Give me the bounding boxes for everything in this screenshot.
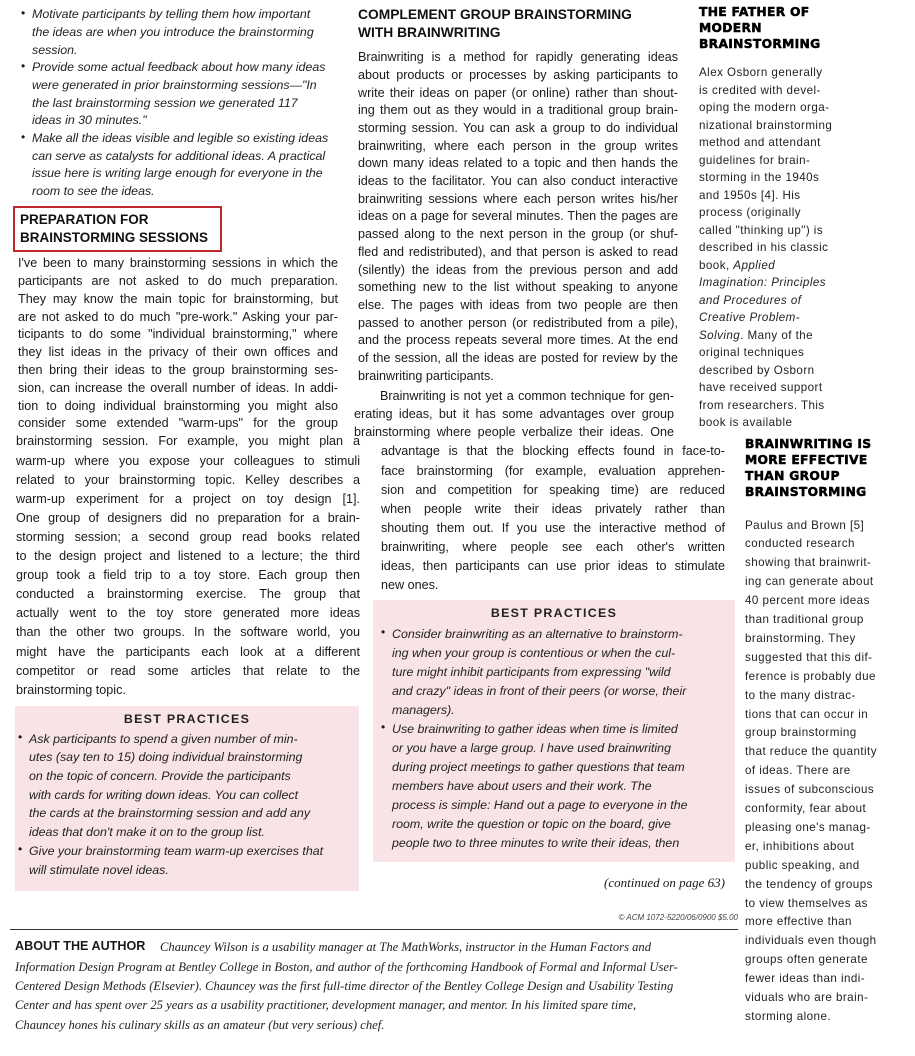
bullet-line: ing when your group is contentious or when the cul- (392, 645, 676, 660)
heading-line: BRAINSTORMING SESSIONS (20, 230, 209, 245)
bullet-line: ideas that don't make it on to the group list. (29, 825, 265, 840)
body-line: brainwriting sessions where each person writes his/her (358, 191, 678, 206)
body-line: warm-up where you expose your colleagues to stimuli (16, 453, 360, 468)
body-line: ing them out as they would in a traditional group brain- (358, 103, 678, 118)
bullet-icon: • (21, 6, 26, 20)
heading-line: THE FATHER OF (699, 5, 810, 19)
sidebar-line: ing can generate about (745, 575, 874, 589)
sidebar-line: public speaking, and (745, 858, 860, 872)
bullet-line: ture might inhibit participants from expressing "wild (392, 664, 671, 679)
sidebar-line: than traditional group (745, 613, 864, 627)
body-line: are not asked to do much "pre-work." Asking your par- (18, 309, 338, 324)
body-line: Brainwriting is not yet a common technique for gen- (380, 388, 674, 403)
sidebar-heading-father (699, 4, 821, 52)
body-line: One group of designers did no preparation for a brain- (16, 510, 360, 525)
heading-line: MORE EFFECTIVE (745, 453, 868, 467)
body-line: passed along to the next person in the group (or shuf- (358, 227, 678, 242)
continued-note: (continued on page 63) (604, 875, 725, 890)
sidebar-line: to the many distrac- (745, 688, 856, 702)
bullet-icon: • (18, 730, 23, 744)
bullet-icon: • (381, 625, 386, 639)
sidebar-line: have received support (699, 381, 823, 395)
body-line: and the process repeats several more times. At the end (358, 333, 678, 348)
sidebar-line: nizational brainstorming (699, 118, 833, 132)
sidebar-line: storming alone. (745, 1009, 832, 1023)
body-line: shouting them out. If you use the interactive method of (381, 520, 725, 535)
body-line: brainstorming where people verbalize their ideas. One (354, 425, 674, 440)
author-bio-line: Center and has spent over 25 years as a usability practitioner, development manager, and mentor. In his limited spare time, (15, 998, 637, 1013)
sidebar-line: viduals who are brain- (745, 991, 869, 1005)
sidebar-line: and Procedures of (699, 293, 802, 307)
sidebar-line: suggested that this dif- (745, 650, 873, 664)
body-line: actually went to the toy store generated more ideas (16, 606, 360, 621)
body-line: sion and competition for speaking time) are reduced (381, 482, 725, 497)
body-line: advantage is that the blocking effects found in face-to- (381, 444, 725, 459)
heading-line: COMPLEMENT GROUP BRAINSTORMING (358, 7, 632, 22)
bullet-line: ideas in 30 minutes." (32, 113, 147, 128)
bullet-line: and crazy" ideas in front of their peers (or worse, their (392, 683, 687, 698)
body-line: write their ideas on paper (or online) rather than shout- (358, 85, 678, 100)
sidebar-line: process (originally (699, 206, 801, 220)
bullet-line: the cards at the brainstorming session and add any (29, 806, 311, 821)
sidebar-line: described by Osborn (699, 363, 815, 377)
body-line: ideas to the facilitator. You can also conduct interactive (358, 174, 678, 189)
footer-divider (10, 929, 738, 930)
sidebar-line: brainstorming. They (745, 631, 856, 645)
author-bio-line: Information Design Program at Bentley College in Boston, and author of the forthcoming Handbook of Formal and Informal User- (15, 959, 678, 974)
body-line: ideas, then participants can use prior ideas to stimulate (381, 559, 725, 574)
sidebar-line: 40 percent more ideas (745, 594, 870, 608)
bullet-line: were generated in prior brainstorming sessions—"In (32, 77, 317, 92)
sidebar-line: Paulus and Brown [5] (745, 518, 865, 532)
sidebar-line: book, Applied (699, 258, 776, 272)
body-line: down many ideas related to a topic and then hands the (358, 156, 678, 171)
bullet-icon: • (21, 59, 26, 74)
bullet-line: can serve as catalysts for additional ideas. A practical (32, 148, 326, 163)
bullet-line: during project meetings to gather questions that team (392, 759, 685, 774)
body-line: conducted a brainstorming exercise. The group that (16, 587, 360, 602)
body-line: related to your brainstorming topic. Kelley describes a (16, 472, 360, 487)
body-line: participants are not asked to do much preparation. (18, 273, 338, 288)
sidebar-line: storming in the 1940s (699, 171, 820, 185)
bullet-line: Make all the ideas visible and legible so existing ideas (32, 131, 329, 146)
sidebar-line: tions that can occur in (745, 707, 869, 721)
sidebar-line: Alex Osborn generally (699, 66, 823, 80)
body-line: then bring their ideas to the group brainstorming ses- (18, 362, 338, 377)
sidebar-line: er, inhibitions about (745, 839, 855, 853)
bullet-line: with cards for writing down ideas. You can collect (29, 787, 299, 802)
bullet-line: will stimulate novel ideas. (29, 862, 169, 877)
sidebar-line: individuals even though (745, 934, 877, 948)
sidebar-line: pleasing one's manag- (745, 820, 871, 834)
bullet-line: the last brainstorming session we generated 117 (32, 95, 298, 110)
author-bio-line: Chauncey hones his culinary skills as an amateur (but very serious) chef. (15, 1017, 385, 1032)
sidebar-line: oping the modern orga- (699, 101, 830, 115)
body-line: passed to another person (or redistributed from a pile), (358, 315, 678, 330)
heading-complement-brainwriting (358, 6, 632, 42)
body-line: they list ideas in the privacy of their own offices and (18, 345, 338, 360)
heading-line: PREPARATION FOR (20, 212, 149, 227)
bullet-line: people two to three minutes to write their ideas, then (392, 835, 680, 850)
bullet-line: members have about users and their work. The (392, 778, 652, 793)
sidebar-line: guidelines for brain- (699, 153, 811, 167)
body-line: competitor or read some articles that relate to the (16, 663, 360, 678)
body-line: ideas on a page for several minutes. Then the pages are (358, 209, 678, 224)
body-line: ticipants to do some "individual brainstorming," where (18, 327, 338, 342)
bullet-line: issue here is writing large enough for everyone in the (32, 166, 323, 181)
bullet-line: on the topic of concern. Provide the participants (29, 769, 291, 784)
sidebar-line: conducted research (745, 537, 855, 551)
author-bio-line: Chauncey Wilson is a usability manager at The MathWorks, instructor in the Human Factors and (160, 940, 652, 955)
body-line: fled and redistributed), and that person is asked to read (358, 244, 678, 259)
about-author-label: ABOUT THE AUTHOR (15, 939, 146, 953)
body-line: something new to the list without speaking to anyone (358, 280, 678, 295)
body-line: sion, can increase the overall number of ideas. In addi- (18, 380, 338, 395)
body-line: new ones. (381, 578, 439, 593)
sidebar-heading-brainwriting (745, 436, 871, 500)
body-line: They may know the main topic for brainstorming, but (18, 291, 338, 306)
heading-line: THAN GROUP (745, 469, 840, 483)
body-line: warm-up experiment for a project on toy design [1]. (16, 491, 360, 506)
body-line: when people write their ideas privately rather than (381, 501, 725, 516)
body-line: tion to doing individual brainstorming you might also (18, 398, 338, 413)
book-title: Applied (733, 258, 776, 272)
heading-line: BRAINSTORMING (745, 485, 867, 499)
bullet-line: the ideas are when you introduce the brainstorming (32, 24, 314, 39)
heading-line: MODERN (699, 21, 762, 35)
sidebar-line: group brainstorming (745, 726, 857, 740)
body-line: of the session, all the ideas are posted for review by the (358, 351, 678, 366)
bullet-line: managers). (392, 702, 455, 717)
body-line: than the other two groups. In the software world, you (16, 625, 360, 640)
bullet-icon: • (381, 720, 386, 734)
body-line: to the design project and listened to a lecture; the third (16, 549, 360, 564)
bullet-line: Consider brainwriting as an alternative to brainstorm- (392, 626, 683, 641)
sidebar-line: book is available (699, 416, 793, 430)
sidebar-line: original techniques (699, 346, 805, 360)
body-line: consider some extended "warm-ups" for the group (18, 416, 338, 431)
sidebar-line: is credited with devel- (699, 83, 821, 97)
bullet-line: utes (say ten to 15) doing individual brainstorming (29, 750, 303, 765)
bullet-line: Provide some actual feedback about how many ideas (32, 60, 326, 75)
sidebar-line: the tendency of groups (745, 877, 873, 891)
bullet-line: process is simple: Hand out a page to everyone in the (392, 797, 688, 812)
body-line: brainstorming session. For example, you might plan a (16, 434, 360, 449)
sidebar-line: issues of subconscious (745, 783, 875, 797)
body-line: brainwriting participants. (358, 368, 494, 383)
body-line: group took a field trip to a toy store. Each group then (16, 568, 360, 583)
body-line: brainwriting, where each person in the group writes (358, 138, 678, 153)
heading-preparation (20, 211, 208, 247)
sidebar-line: Imagination: Principles (699, 276, 826, 290)
body-line: I've been to many brainstorming sessions in which the (18, 256, 338, 271)
sidebar-line: and 1950s [4]. His (699, 188, 801, 202)
body-line: brainwriting, where people see each other's written (381, 539, 725, 554)
bullet-icon: • (21, 129, 26, 144)
sidebar-line: of ideas. There are (745, 764, 851, 778)
best-practices-title: BEST PRACTICES (490, 606, 618, 620)
body-line: (silently) the ideas from the previous person and add (358, 262, 678, 277)
sidebar-line: that reduce the quantity (745, 745, 877, 759)
sidebar-line: described in his classic (699, 241, 829, 255)
sidebar-line: method and attendant (699, 136, 821, 150)
author-bio-line: Centered Design Methods (Elsevier). Chauncey was the first full-time director of the Bentley College Design and Usability Testing (15, 978, 674, 993)
sidebar-text: . Many of the (740, 328, 814, 342)
body-line: brainstorming topic. (16, 682, 126, 697)
body-line: erating ideas, but it has some advantages over group (354, 407, 674, 422)
copyright-notice: © ACM 1072-5220/06/0900 $5.00 (618, 913, 738, 922)
sidebar-line: ference is probably due (745, 669, 876, 683)
body-line: else. The pages with ideas from two people are then (358, 297, 678, 312)
best-practices-title: BEST PRACTICES (123, 712, 251, 726)
heading-line: WITH BRAINWRITING (358, 25, 501, 40)
bullet-line: Ask participants to spend a given number of min- (29, 731, 298, 746)
bullet-line: Give your brainstorming team warm-up exercises that (29, 843, 324, 858)
bullet-line: Motivate participants by telling them how important (32, 7, 311, 22)
body-line: storming session; a second group read books related (16, 529, 360, 544)
heading-line: BRAINWRITING IS (745, 437, 872, 451)
heading-line: BRAINSTORMING (699, 37, 821, 51)
body-line: face brainstorming (for example, evaluation apprehen- (381, 463, 725, 478)
sidebar-line: Creative Problem- (699, 311, 801, 325)
bullet-line: Use brainwriting to gather ideas when time is limited (392, 721, 678, 736)
bullet-line: room, write the question or topic on the board, give (392, 816, 671, 831)
bullet-line: room to see the ideas. (32, 184, 155, 199)
bullet-line: or you have a large group. I have used brainwriting (392, 740, 671, 755)
sidebar-line: more effective than (745, 915, 852, 929)
body-line: storming session. You can ask a group to do individual (358, 120, 678, 135)
sidebar-line: from researchers. This (699, 398, 825, 412)
sidebar-line: to view themselves as (745, 896, 868, 910)
sidebar-line: called "thinking up") is (699, 223, 824, 237)
body-line: might have the participants each look at a different (16, 644, 360, 659)
bullet-icon: • (18, 842, 23, 857)
sidebar-line: Solving. Many of the (699, 328, 814, 342)
sidebar-line: conformity, fear about (745, 802, 867, 816)
bullet-line: session. (32, 42, 78, 57)
sidebar-line: showing that brainwrit- (745, 556, 872, 570)
sidebar-line: fewer ideas than indi- (745, 972, 866, 986)
sidebar-line: groups often generate (745, 953, 868, 967)
body-line: about products or processes by asking participants to (358, 67, 678, 82)
body-line: Brainwriting is a method for rapidly generating ideas (358, 50, 678, 65)
